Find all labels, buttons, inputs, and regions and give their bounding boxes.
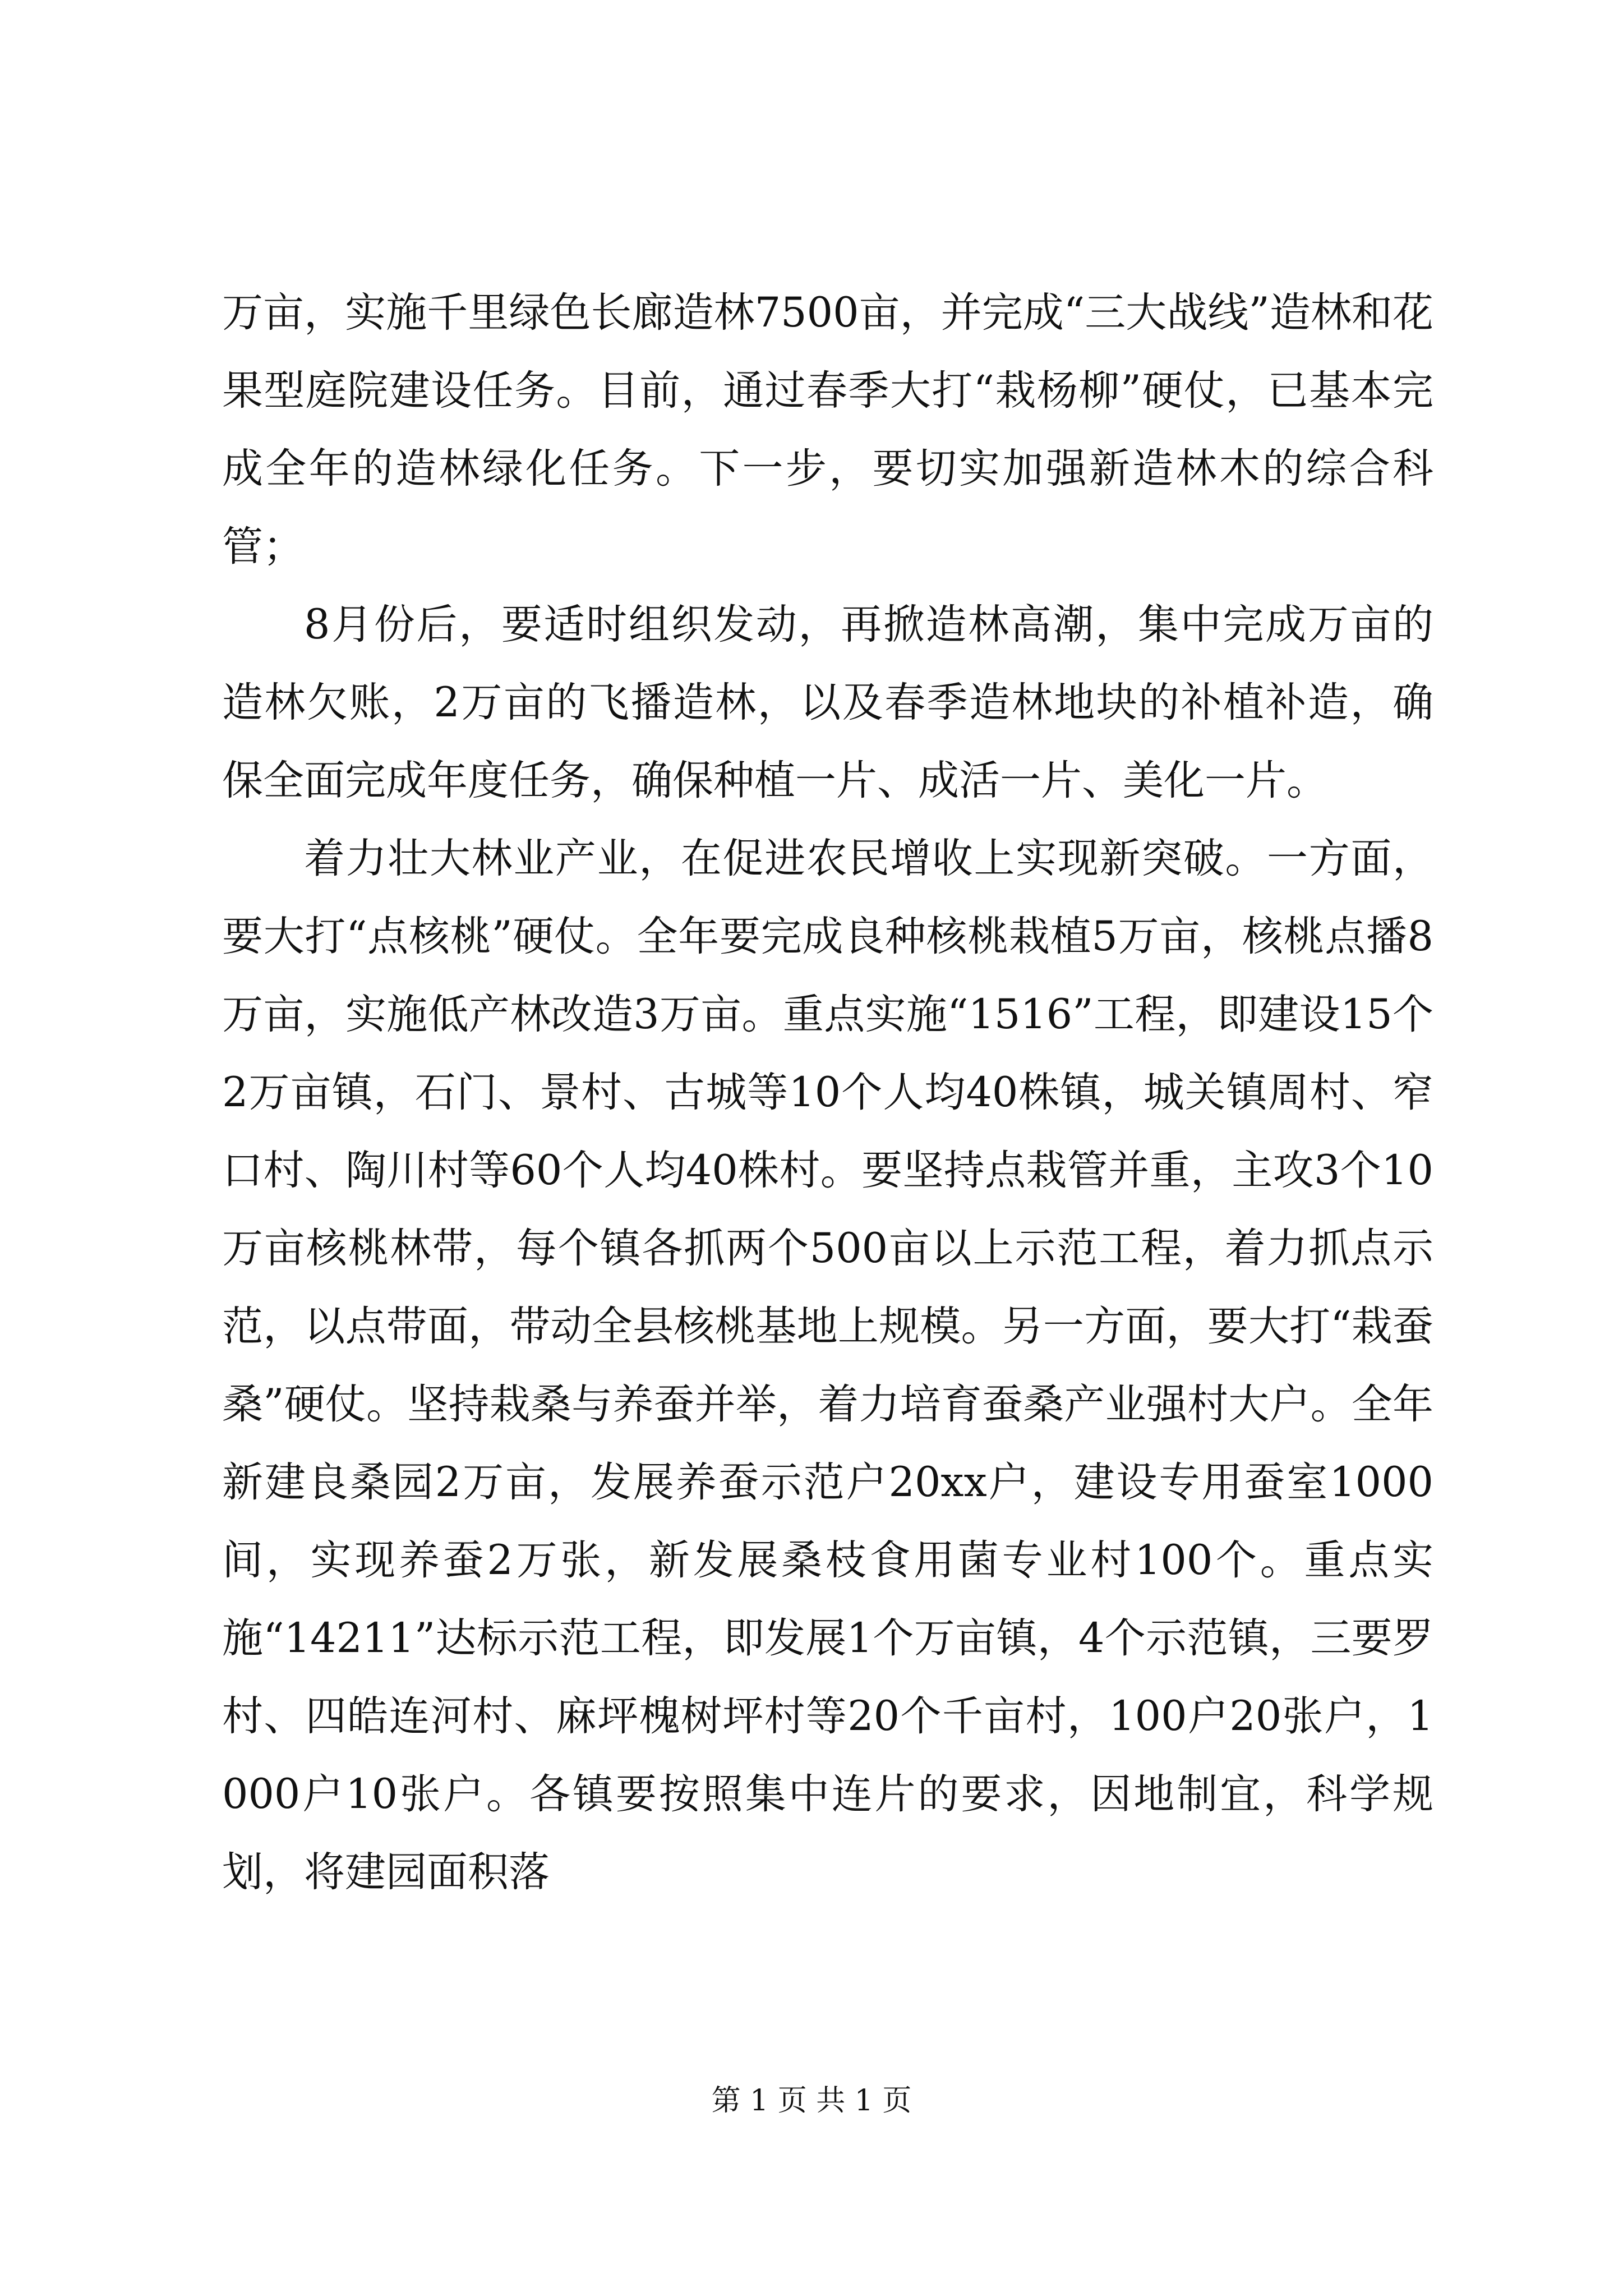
document-body [222, 274, 1433, 1911]
paragraph-2: 8月份后，要适时组织发动，再掀造林高潮，集中完成万亩的造林欠账，2万亩的飞播造林，以及春季造林地块的补植补造，确保全面完成年度任务，确保种植一片、成活一片、美化一片。 [222, 601, 1433, 804]
paragraph-1: 万亩，实施千里绿色长廊造林7500亩，并完成“三大战线”造林和花果型庭院建设任务。目前，通过春季大打“栽杨柳”硬仗，已基本完成全年的造林绿化任务。下一步，要切实加强新造林木的综合科管； [222, 289, 1433, 570]
page-footer: 第 1 页 共 1 页 [711, 2084, 912, 2118]
paragraph-3: 着力壮大林业产业，在促进农民增收上实现新突破。一方面，要大打“点核桃”硬仗。全年要完成良种核桃栽植5万亩，核桃点播8万亩，实施低产林改造3万亩。重点实施“1516”工程，即建设15个2万亩镇，石门、景村、古城等10个人均40株镇，城关镇周村、窄口村、陶川村等60个人均40株村。要坚持点栽管并重，主攻3个10万亩核桃林带，每个镇各抓两个500亩以上示范工程，着力抓点示范，以点带面，带动全县核桃基地上规模。另一方面，要大打“栽蚕桑”硬仗。坚持栽桑与养蚕并举，着力培育蚕桑产业强村大户。全年新建良桑园2万亩，发展养蚕示范户20xx户，建设专用蚕室1000间，实现养蚕2万张，新发展桑枝食用菌专业村100个。重点实施“14211”达标示范工程，即发展1个万亩镇，4个示范镇，三要罗村、四皓连河村、麻坪槐树坪村等20个千亩村，100户20张户，1000户10张户。各镇要按照集中连片的要求，因地制宜，科学规划，将建园面积落 [222, 835, 1433, 1896]
